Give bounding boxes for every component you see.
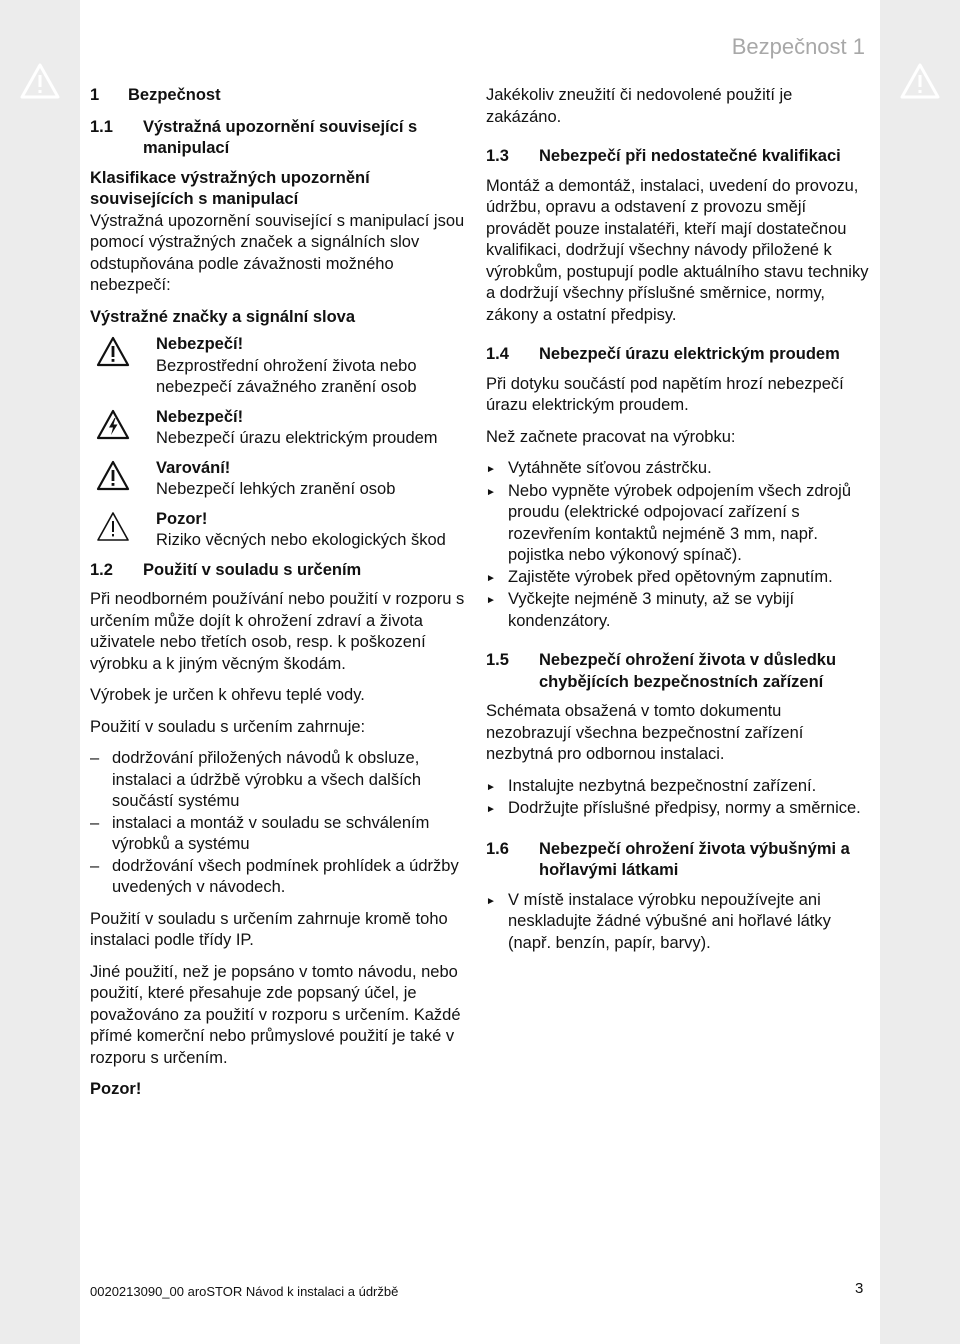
section-heading-1-4 [486, 344, 871, 366]
signal-description: Bezprostřední ohrožení života nebo nebezpečí závažného zranění osob [156, 356, 417, 396]
footer-document-id: 0020213090_00 aroSTOR Návod k instalaci a údržbě [90, 1284, 399, 1299]
paragraph: Při dotyku součástí pod napětím hrozí nebezpečí úrazu elektrickým proudem. [486, 374, 844, 414]
section-title: Nebezpečí ohrožení života výbušnými a hořlavými látkami [539, 839, 850, 879]
list-item: ► Nebo vypněte výrobek odpojením všech zdrojů proudu (elektrické odpojovací zařízení s rozevřením kontaktů nejméně 3 mm, např. pojistka nebo výkonový spínač). [486, 481, 871, 567]
warning-triangle-icon [899, 62, 941, 100]
bullet-arrow-icon: ► [486, 572, 496, 584]
list-item: ► Vyčkejte nejméně 3 minuty, až se vybijí kondenzátory. [486, 589, 871, 632]
paragraph: Schémata obsažená v tomto dokumentu nezobrazují všechna bezpečnostní zařízení nezbytná pro odbornou instalaci. [486, 702, 804, 763]
warning-triangle-icon [96, 336, 130, 367]
bullet-arrow-icon: ► [486, 804, 496, 815]
warning-triangle-icon [96, 460, 130, 491]
paragraph: Výrobek je určen k ohřevu teplé vody. [90, 686, 365, 704]
paragraph: Montáž a demontáž, instalaci, uvedení do provozu, údržbu, opravu a odstavení z provozu smějí provádět pouze instalatéři, kteří mají dostatečnou kvalifikaci, dodržují všechny návody přiložené k výrobkům, postupují podle aktuálního stavu techniky a dodržují všechny příslušné směrnice, normy, zákony a ostatní předpisy. [486, 176, 869, 324]
paragraph: Při neodborném používání nebo použití v rozporu s určením může dojít k ohrožení zdraví a života uživatele nebo třetích osob, resp. k poškození výrobku a k jiným věcným škodám. [90, 590, 465, 673]
bullet-arrow-icon: ► [486, 781, 496, 793]
list-item: – instalaci a montáž v souladu se schválením výrobků a systému [90, 813, 430, 853]
signal-word: Pozor! [156, 509, 208, 528]
list-item: – dodržování všech podmínek prohlídek a údržby uvedených v návodech. [90, 856, 459, 896]
subheading-classification: Klasifikace výstražných upozornění souvisejících s manipulací [90, 168, 370, 208]
section-number: 1.5 [486, 651, 509, 669]
left-margin-band [0, 0, 80, 1344]
chapter-number: 1 [90, 86, 100, 104]
signal-description: Riziko věcných nebo ekologických škod [156, 531, 446, 549]
electric-shock-icon [96, 409, 130, 440]
bullet-arrow-icon: ► [486, 486, 496, 498]
signal-description: Nebezpečí úrazu elektrickým proudem [156, 429, 438, 447]
section-heading-1-2 [90, 560, 470, 582]
warning-triangle-icon [96, 511, 130, 542]
section-title: Použití v souladu s určením [143, 560, 362, 579]
section-title: Nebezpečí ohrožení života v důsledku chybějících bezpečnostních zařízení [539, 651, 837, 691]
section-number: 1.4 [486, 345, 509, 363]
bullet-arrow-icon: ► [486, 595, 496, 606]
section-number: 1.1 [90, 117, 113, 136]
signal-word: Nebezpečí! [156, 407, 244, 426]
sign-warning [90, 458, 470, 501]
bullet-arrow-icon: ► [486, 895, 496, 907]
warning-triangle-icon [19, 62, 61, 100]
list-item: ► Instalujte nezbytná bezpečnostní zařízení. [486, 776, 871, 799]
signal-word: Nebezpečí! [156, 335, 244, 353]
caution-label: Pozor! [90, 1080, 142, 1098]
list-item: ► V místě instalace výrobku nepoužívejte ani neskladujte žádné výbušné ani hořlavé látky (např. benzín, papír, barvy). [486, 890, 871, 955]
section-number: 1.6 [486, 839, 509, 858]
bullet-arrow-icon: ► [486, 464, 496, 475]
section-title: Výstražná upozornění související s manipulací [143, 117, 418, 157]
paragraph: Jakékoliv zneužití či nedovolené použití je zakázáno. [486, 86, 793, 126]
section-title: Nebezpečí úrazu elektrickým proudem [539, 345, 840, 363]
signal-description: Nebezpečí lehkých zranění osob [156, 480, 396, 498]
left-column [90, 85, 470, 1101]
section-title: Nebezpečí při nedostatečné kvalifikaci [539, 147, 841, 165]
signal-word: Varování! [156, 458, 231, 477]
sign-caution [90, 509, 470, 552]
dash-list [90, 748, 470, 899]
paragraph: Jiné použití, než je popsáno v tomto návodu, nebo použití, které přesahuje zde popsaný účel, je považováno za použití v rozporu s určením. Každé přímé komerční nebo průmyslové použití je také v rozporu s určením. [90, 962, 461, 1067]
signs-heading: Výstražné značky a signální slova [90, 307, 356, 326]
running-header: Bezpečnost 1 [731, 34, 865, 59]
chapter-heading [90, 85, 470, 107]
bullet-list [486, 776, 871, 821]
section-heading-1-1 [90, 117, 470, 160]
paragraph: Výstražná upozornění související s manipulací jsou pomocí výstražných značek a signálních slov odstupňována podle závažnosti možného nebezpečí: [90, 211, 465, 294]
section-heading-1-5 [486, 650, 871, 693]
section-heading-1-3 [486, 146, 871, 168]
list-item: ► Vytáhněte síťovou zástrčku. [486, 458, 871, 481]
list-item: ► Dodržujte příslušné předpisy, normy a směrnice. [486, 798, 871, 821]
section-number: 1.3 [486, 147, 509, 165]
sign-danger [90, 334, 470, 399]
list-item: – dodržování přiložených návodů k obsluze, instalaci a údržbě výrobku a všech dalších součástí systému [90, 749, 422, 810]
right-margin-band [880, 0, 960, 1344]
bullet-list [486, 458, 871, 632]
bullet-list [486, 890, 871, 955]
sign-electric [90, 407, 470, 450]
right-column [486, 85, 871, 964]
page-number: 3 [855, 1280, 864, 1297]
chapter-title: Bezpečnost [128, 86, 221, 104]
section-heading-1-6 [486, 839, 871, 882]
list-item: ► Zajistěte výrobek před opětovným zapnutím. [486, 567, 871, 590]
paragraph: Než začnete pracovat na výrobku: [486, 427, 736, 446]
paragraph: Použití v souladu s určením zahrnuje kromě toho instalaci podle třídy IP. [90, 909, 448, 949]
paragraph: Použití v souladu s určením zahrnuje: [90, 717, 366, 736]
section-number: 1.2 [90, 560, 113, 579]
